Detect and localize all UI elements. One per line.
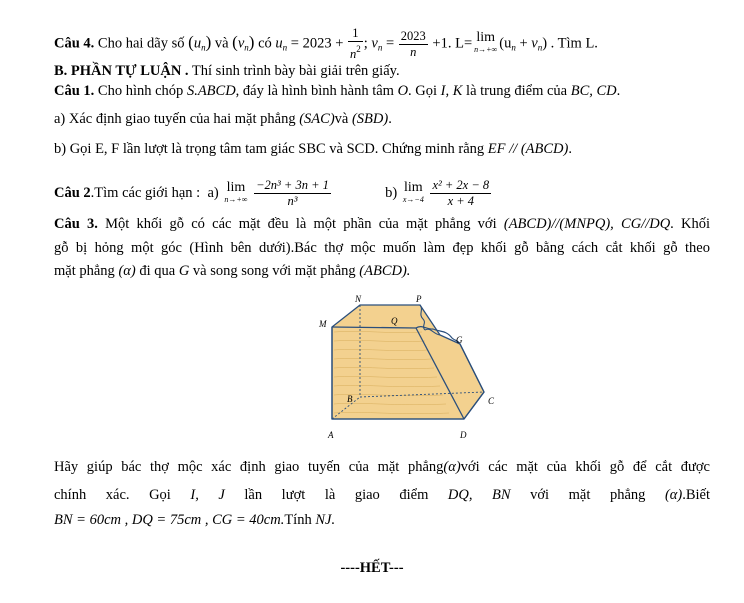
c3-text6: Tính xyxy=(284,512,312,528)
limit-b: lim x→−4 xyxy=(402,179,424,204)
c1a-line: a) Xác định giao tuyến của hai mặt phẳng (SAC)và (SBD). xyxy=(54,111,392,127)
part-b-heading xyxy=(54,62,400,80)
segments-dq-bn: DQ, BN xyxy=(447,487,511,503)
c2b-label: b) xyxy=(385,184,398,201)
q4-label: Câu 4. xyxy=(54,35,95,52)
c1-text3: . Gọi xyxy=(408,83,438,99)
c3-text2: gỗ bị hỏng một góc (Hình bên dưới).Bác thợ mộc muốn làm đẹp khối gỗ bằng cách cắt khối gỗ theo xyxy=(54,240,710,256)
c2-label: Câu 2 xyxy=(54,184,91,201)
segments-bc-cd: BC, CD xyxy=(570,83,617,99)
c1-text1: Cho hình chóp xyxy=(97,83,184,99)
target-NJ: NJ. xyxy=(315,512,336,528)
c1-label: Câu 1. xyxy=(54,83,95,99)
part-b-title: B. PHẦN TỰ LUẬN . xyxy=(54,63,189,79)
q4-line: Câu 4. Cho hai dãy số $(u_n)$ và $(v_n)$ có $u_n = 2023$ + $\frac{1}{n^2}$ ; $v_n$ = $\frac{2023}{n}$ +1. L= lim n→+∞ $(u_n + v_n)$ . Tìm L. xyxy=(54,26,598,61)
limit-L: lim n→+∞ xyxy=(474,30,498,54)
center-O: O xyxy=(397,83,409,99)
c1-text4: là trung điểm của xyxy=(466,83,568,99)
frac-limit-b: $\frac{\text{x² + 2x − 8}}{x + 4}$ xyxy=(432,178,490,208)
v-def: +1. L= xyxy=(432,35,473,52)
v-def-symbol: v xyxy=(371,35,378,52)
c3-text1: Một khối gỗ có các mặt đều là một phần của mặt phẳng với xyxy=(105,216,497,232)
label-G: G xyxy=(456,335,463,345)
c1b-line: b) Gọi E, F lần lượt là trọng tâm tam giác SBC và SCD. Chứng minh rằng EF // (ABCD). xyxy=(54,141,572,157)
seq-v: v xyxy=(237,35,245,52)
given-lengths: BN = 60cm , DQ = 75cm , CG = 40cm. xyxy=(54,512,285,528)
points-IK: I, K xyxy=(440,83,463,99)
c3-line1: Câu 3. Một khối gỗ có các mặt đều là một phần của mặt phẳng với (ABCD)//(MNPQ), CG//DQ. Khối xyxy=(54,216,711,232)
c3-condition: (ABCD)//(MNPQ), CG//DQ xyxy=(503,216,671,232)
c2a-label: a) xyxy=(207,184,219,201)
frac-limit-a: $\frac{\text{−2n³ + 3n + 1}}{\text{n³}}$ xyxy=(256,178,329,208)
c3-text4b: với các mặt của khối gỗ để cắt được xyxy=(460,459,710,475)
label-M: M xyxy=(319,319,327,329)
plane-sbd: (SBD) xyxy=(351,111,389,127)
c3-line2 xyxy=(54,238,710,259)
plane-alpha-3: (α) xyxy=(664,487,683,503)
c3-text3a: mặt phẳng xyxy=(54,263,115,279)
plane-sac: (SAC) xyxy=(299,111,335,127)
points-IJ: I, J xyxy=(190,487,225,503)
c3-text5d: .Biết xyxy=(682,487,711,503)
c3-text5: chính xác. Gọi xyxy=(54,487,171,503)
c3-text5b: lần lượt là giao điểm xyxy=(244,487,429,503)
ef-parallel: EF // (ABCD) xyxy=(487,141,569,157)
end-marker: ----HẾT--- xyxy=(340,560,404,576)
c1a-and: và xyxy=(334,111,349,127)
q4-find: . Tìm L. xyxy=(550,35,598,52)
c3-line6 xyxy=(54,511,335,529)
label-B: B xyxy=(347,394,353,404)
plane-abcd: (ABCD). xyxy=(359,263,411,279)
seq-u: u xyxy=(193,35,202,52)
plane-alpha-2: (α) xyxy=(443,459,461,475)
wood-block-body xyxy=(332,305,484,419)
c1-text2: , đáy là hình bình hành tâm xyxy=(235,83,394,99)
q4-has: có xyxy=(258,35,272,52)
limit-a: lim n→+∞ xyxy=(224,179,248,204)
c1b-text: b) Gọi E, F lần lượt là trọng tâm tam giác SBC và SCD. Chứng minh rằng xyxy=(54,141,485,157)
c3-line5 xyxy=(54,485,710,506)
c1-line: Câu 1. Cho hình chóp S.ABCD, đáy là hình bình hành tâm O. Gọi I, K là trung điểm của BC, CD. xyxy=(54,83,621,99)
c3-text4: Hãy giúp bác thợ mộc xác định giao tuyến của mặt phẳng xyxy=(54,459,444,475)
c3-line4 xyxy=(54,457,710,478)
label-Q: Q xyxy=(391,316,398,326)
c2-line xyxy=(54,178,492,209)
label-D: D xyxy=(460,430,467,440)
c3-line3 xyxy=(54,262,410,280)
label-A: A xyxy=(328,430,334,440)
label-N: N xyxy=(355,294,362,304)
point-G: G xyxy=(178,263,190,279)
u-def: = 2023 + xyxy=(290,35,344,52)
plane-alpha: (α) xyxy=(118,263,136,279)
part-b-note: Thí sinh trình bày bài giải trên giấy. xyxy=(191,63,400,79)
wood-block-figure xyxy=(312,292,502,447)
c3-text3b: đi qua xyxy=(139,263,176,279)
q4-text: Cho hai dãy số xyxy=(97,35,185,52)
label-P: P xyxy=(416,294,422,304)
c3-text3c: và song song với mặt phẳng xyxy=(192,263,356,279)
c2-text: .Tìm các giới hạn : xyxy=(90,184,201,201)
label-C: C xyxy=(488,396,495,406)
frac-2023-n: $\frac{2023}{n}$ xyxy=(400,28,426,59)
c3-text5c: với mặt phẳng xyxy=(530,487,646,503)
c1a-text: a) Xác định giao tuyến của hai mặt phẳng xyxy=(54,111,296,127)
u-def-symbol: u xyxy=(275,35,283,52)
c3-label: Câu 3. xyxy=(54,216,98,232)
pyramid-name: S.ABCD xyxy=(186,83,236,99)
q4-and: và xyxy=(214,35,229,52)
frac-1-n2: $\frac{1}{n^2}$ xyxy=(350,26,361,61)
